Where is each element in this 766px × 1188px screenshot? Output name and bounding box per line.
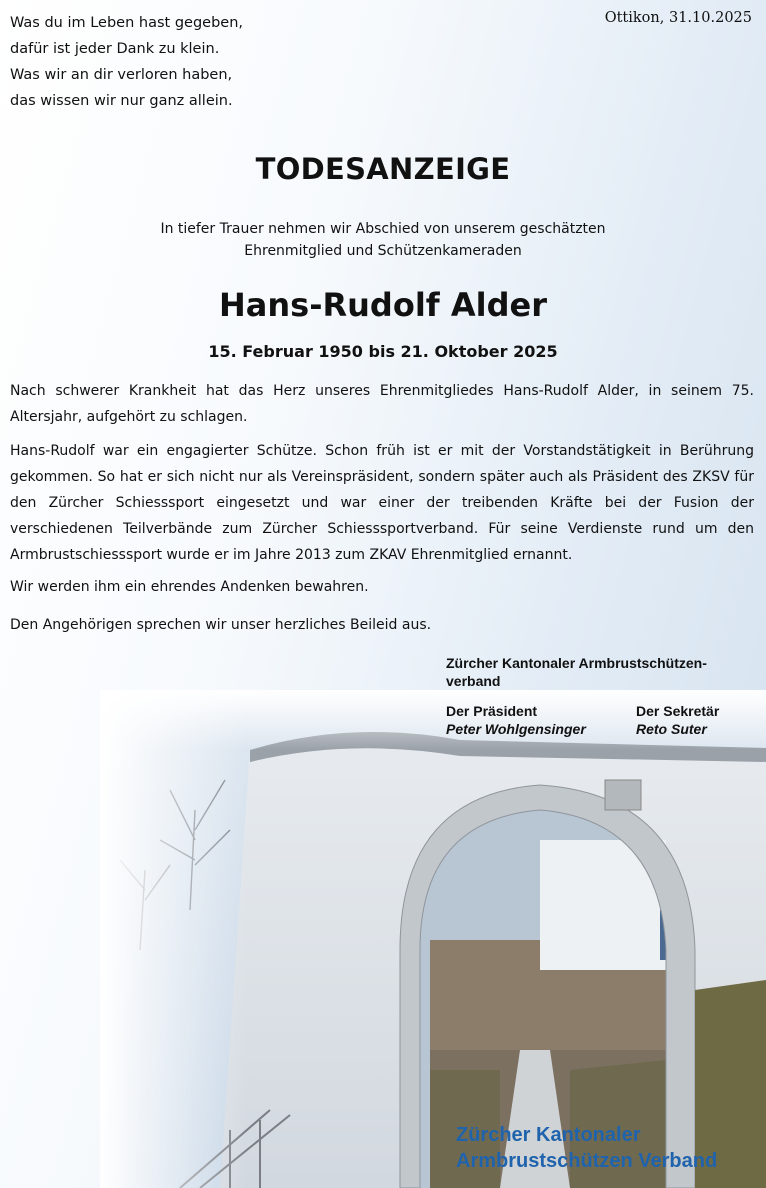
poem <box>10 10 243 114</box>
paragraph-remembrance: Wir werden ihm ein ehrendes Andenken bewahren. <box>10 579 369 595</box>
intro-line: Ehrenmitglied und Schützenkameraden <box>244 243 522 259</box>
paragraph-condolences: Den Angehörigen sprechen wir unser herzliches Beileid aus. <box>10 617 432 633</box>
poem-line: Was du im Leben hast gegeben, <box>10 15 243 31</box>
poem-line: das wissen wir nur ganz allein. <box>10 93 233 109</box>
intro-line: In tiefer Trauer nehmen wir Abschied von unserem geschätzten <box>160 221 606 237</box>
organization-line: Zürcher Kantonaler Armbrustschützen- <box>446 655 707 671</box>
signature-secretary <box>636 702 719 738</box>
paragraph-biography: Hans-Rudolf war ein engagierter Schütze. Schon früh ist er mit der Vorstandstätigkeit in Berührung gekommen. So hat er sich nicht nur als Vereinspräsident, sondern später auch als Präsident des ZKSV für den Zürcher Schiesssport eingesetzt und war einer der treibenden Kräfte bei der Fusion der verschiedenen Teilverbände zum Zürcher Schiesssportverband. Für seine Verdienste rund um den Armbrustschiesssport wurde er im Jahre 2013 zum ZKAV Ehrenmitglied ernannt. <box>10 443 754 563</box>
poem-line: dafür ist jeder Dank zu klein. <box>10 41 220 57</box>
president-role: Der Präsident <box>446 703 538 719</box>
association-banner <box>456 1122 717 1174</box>
banner-line: Zürcher Kantonaler <box>456 1124 641 1146</box>
life-dates: 15. Februar 1950 bis 21. Oktober 2025 <box>208 342 558 361</box>
place-date: Ottikon, 31.10.2025 <box>604 10 752 26</box>
deceased-name: Hans-Rudolf Alder <box>219 286 547 324</box>
banner-line: Armbrustschützen Verband <box>456 1150 718 1172</box>
archway-photo <box>100 690 766 1188</box>
secretary-role: Der Sekretär <box>636 703 720 719</box>
page-title: TODESANZEIGE <box>255 152 511 186</box>
intro-text <box>0 218 766 262</box>
signature-organization <box>446 654 746 690</box>
secretary-name: Reto Suter <box>636 721 707 737</box>
paragraph-illness: Nach schwerer Krankheit hat das Herz unseres Ehrenmitgliedes Hans-Rudolf Alder, in seinem 75. Altersjahr, aufgehört zu schlagen. <box>10 383 754 425</box>
organization-line: verband <box>446 673 501 689</box>
signature-president <box>446 702 586 738</box>
president-name: Peter Wohlgensinger <box>446 721 586 737</box>
poem-line: Was wir an dir verloren haben, <box>10 67 233 83</box>
